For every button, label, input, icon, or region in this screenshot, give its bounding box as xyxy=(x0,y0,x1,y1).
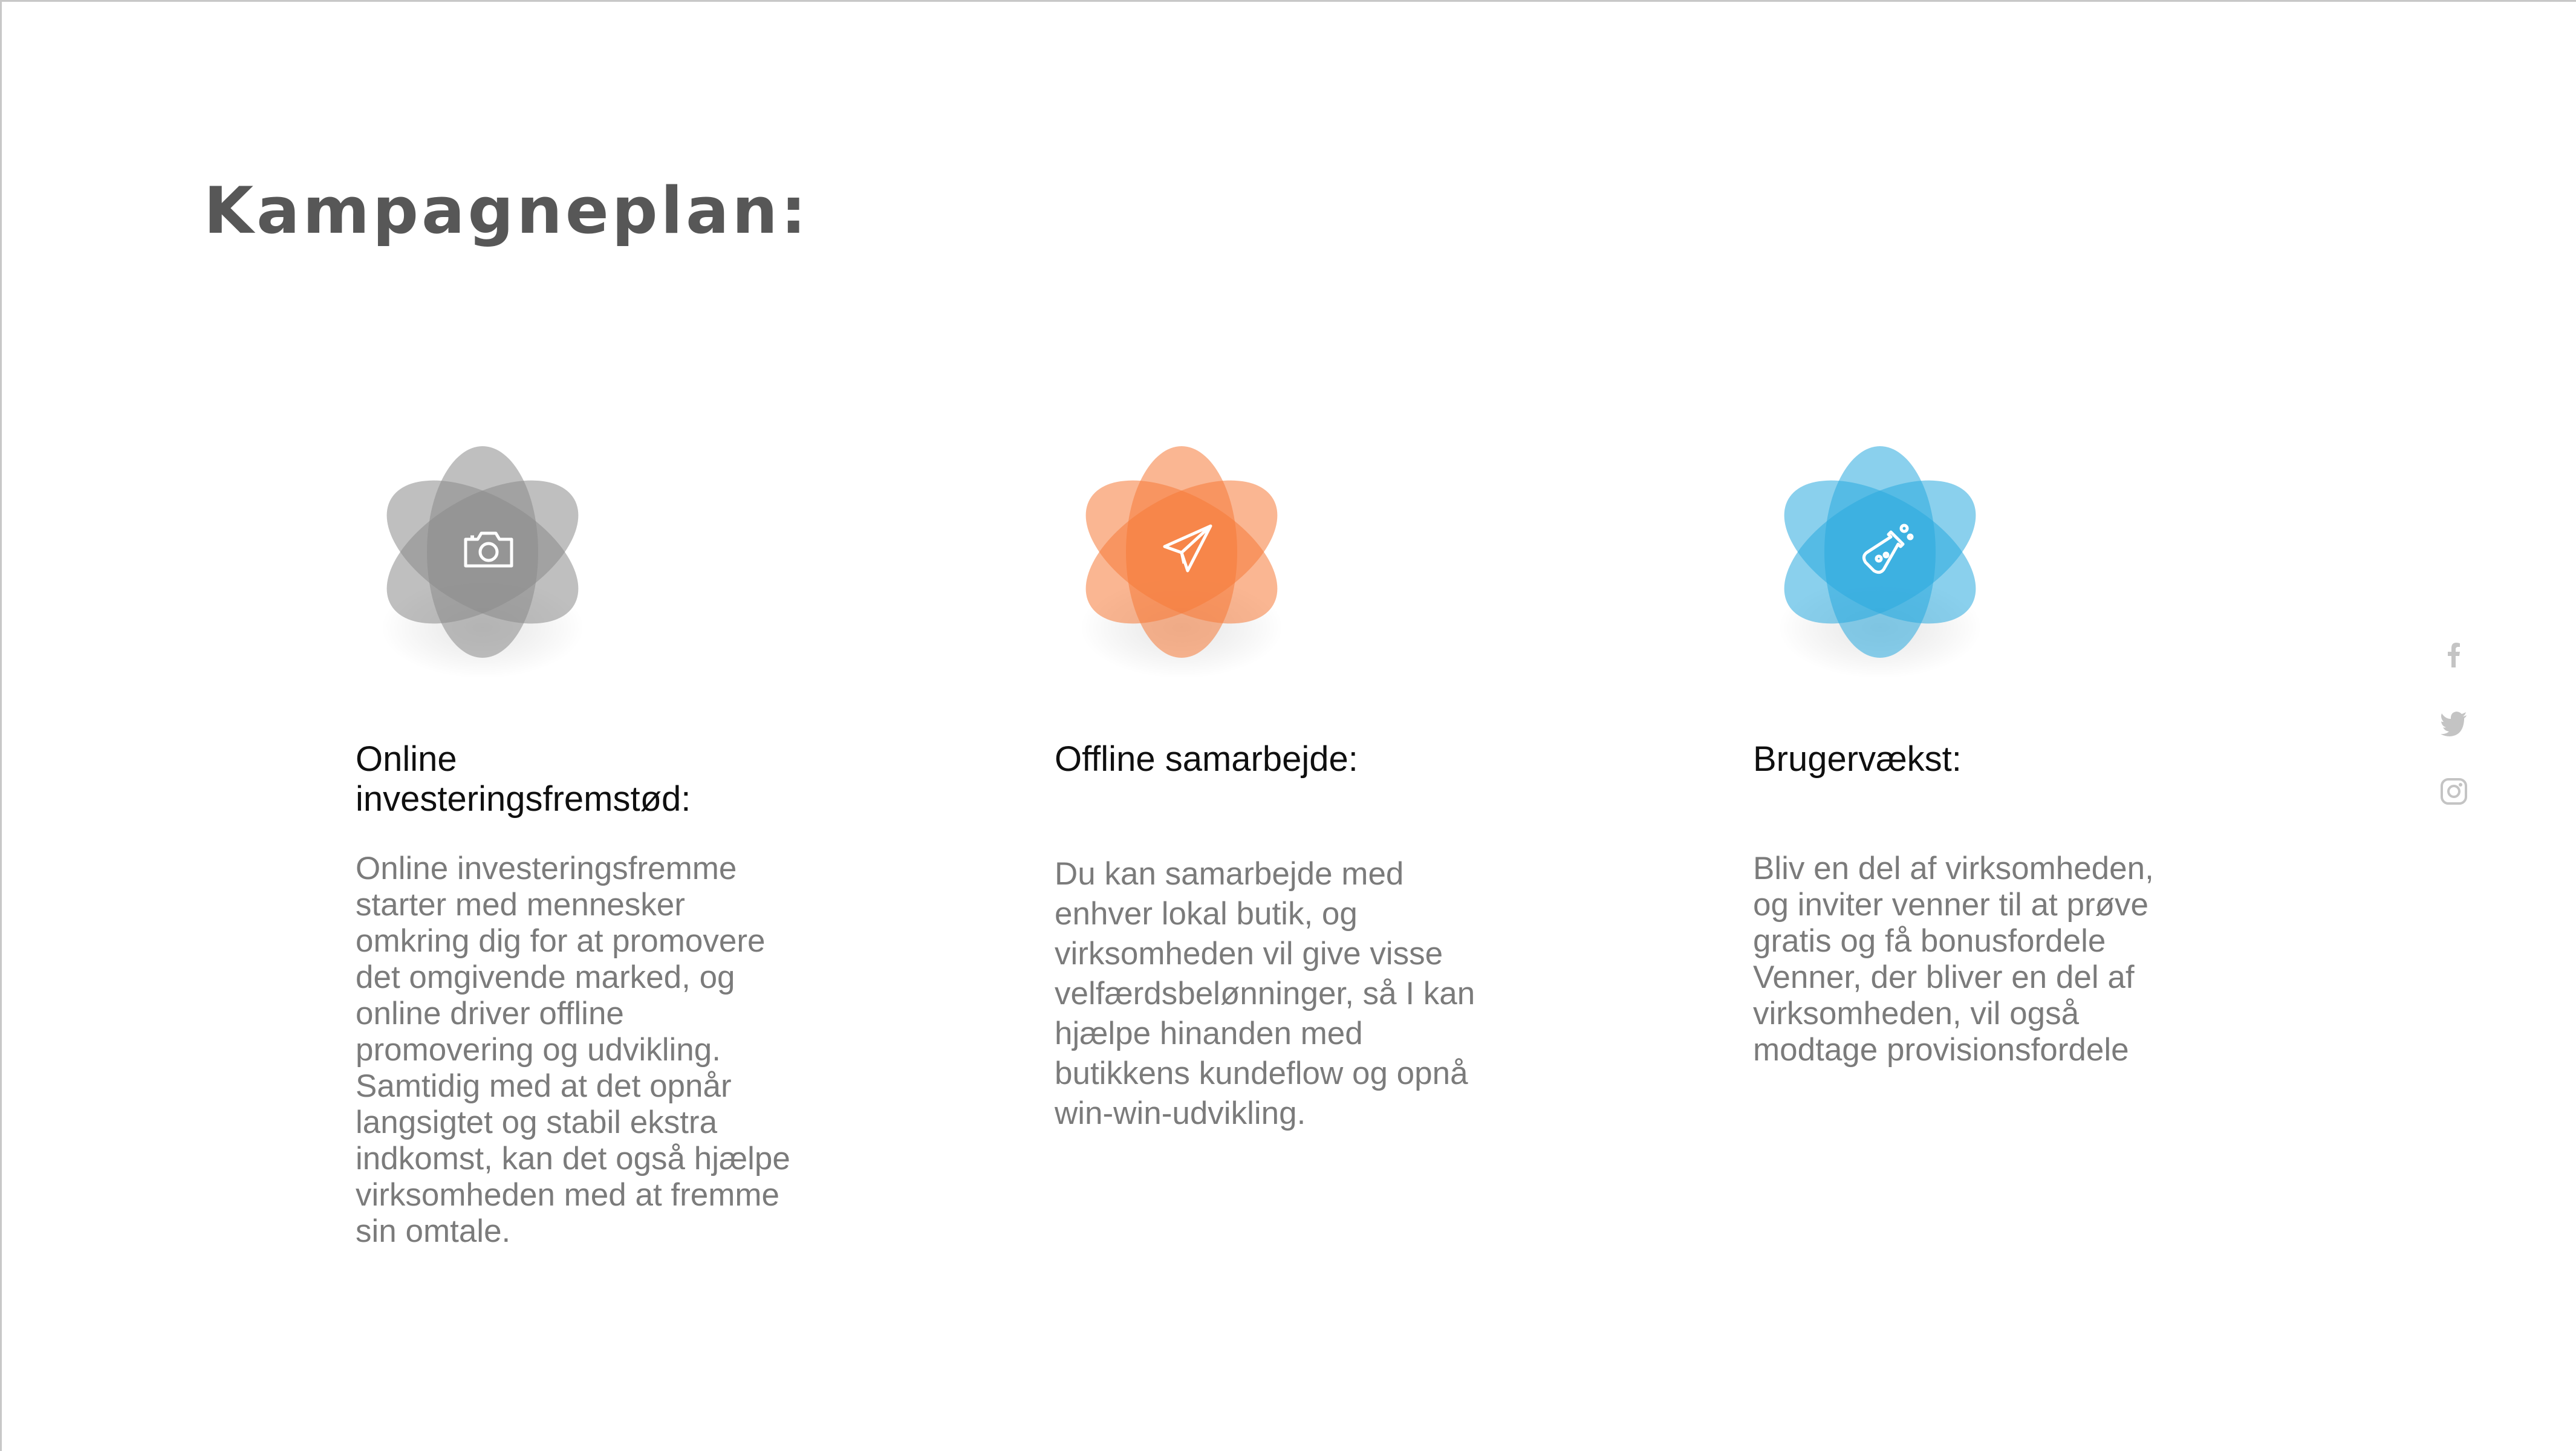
camera-icon xyxy=(458,519,519,579)
paper-plane-icon xyxy=(1157,519,1218,579)
facebook-icon[interactable] xyxy=(2439,640,2469,670)
column-heading: Online investeringsfremstød: xyxy=(356,739,691,819)
flask-icon xyxy=(1856,519,1916,579)
column-heading: Brugervækst: xyxy=(1753,739,1962,779)
column-body: Bliv en del af virksomheden, og inviter venner til at prøve gratis og få bonusfordele Venner, der bliver en del af virksomheden, vil også modtage provisionsfordele xyxy=(1753,851,2154,1068)
flower-graphic-blue xyxy=(1753,425,2007,679)
column-body: Du kan samarbejde med enhver lokal butik, og virksomheden vil give visse velfærdsbelønninger, så I kan hjælpe hinanden med butikkens kundeflow og opnå win-win-udvikling. xyxy=(1055,856,1475,1131)
social-links xyxy=(2439,640,2469,845)
page-title: Kampagneplan: xyxy=(204,174,810,248)
twitter-icon[interactable] xyxy=(2439,708,2469,738)
campaign-column-offline xyxy=(1055,425,1587,1134)
flower-graphic-gray xyxy=(356,425,610,679)
column-heading: Offline samarbejde: xyxy=(1055,739,1358,779)
flower-graphic-orange xyxy=(1055,425,1309,679)
column-body: Online investeringsfremme starter med mennesker omkring dig for at promovere det omgivende marked, og online driver offline promovering og udvikling. Samtidig med at det opnår langsigtet og stabil ekstra indkomst, kan det også hjælpe virksomheden med at fremme sin omtale. xyxy=(356,851,790,1249)
instagram-icon[interactable] xyxy=(2439,776,2469,807)
campaign-column-online xyxy=(356,425,888,1250)
campaign-column-growth xyxy=(1753,425,2285,1068)
